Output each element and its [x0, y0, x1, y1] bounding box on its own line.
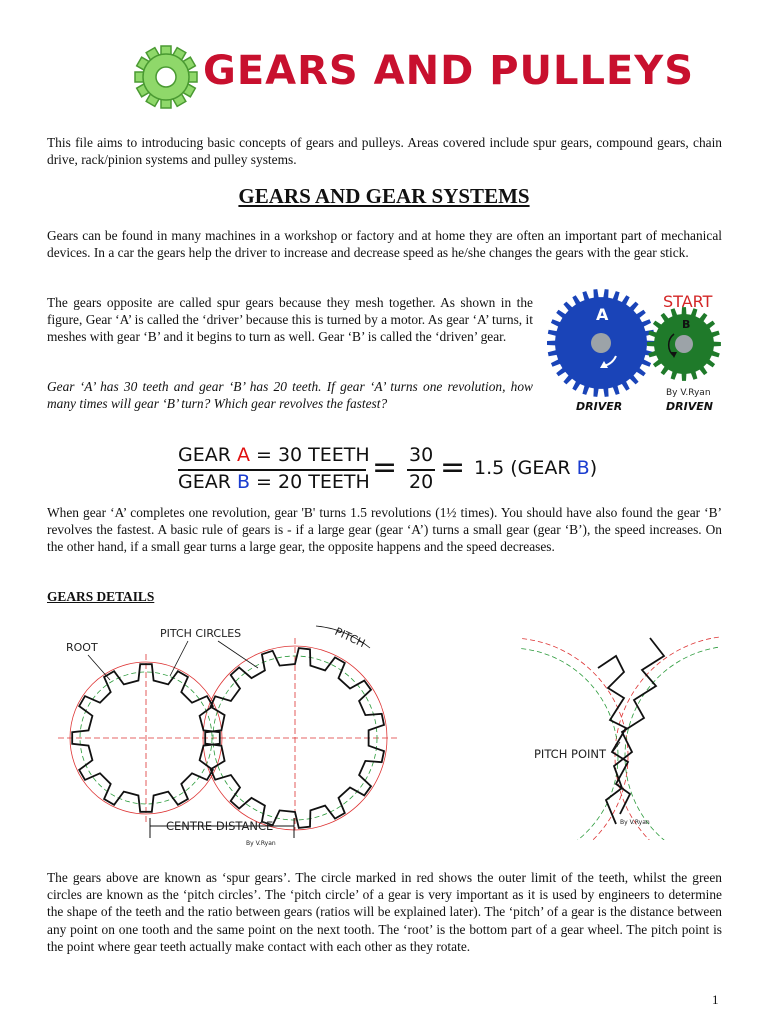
pitch-label: PITCH [332, 624, 368, 651]
equals-sign-1: = [372, 450, 398, 485]
driven-label: DRIVEN [666, 400, 713, 413]
pitch-point-label: PITCH POINT [534, 747, 607, 761]
pitch-point-pitch-left [520, 648, 618, 840]
denominator-prefix: GEAR [178, 471, 237, 493]
page-number: 1 [712, 992, 719, 1007]
intro-paragraph: This file aims to introducing basic concepts of gears and pulleys. Areas covered include spur gears, compound gears, chain drive, rack/pinion systems and pulley systems. [47, 135, 722, 168]
equation-result [474, 457, 597, 479]
numerator-letter: A [236, 444, 250, 466]
driver-driven-gears-figure [546, 288, 726, 416]
pitch-point-outer-left [520, 638, 628, 840]
pitch-circles-pointer-2 [218, 641, 258, 668]
centre-distance-label: CENTRE DISTANCE [166, 819, 274, 833]
denominator-suffix: = 20 TEETH [250, 471, 370, 493]
author-credit: By V.Ryan [666, 388, 711, 398]
gears-details-heading: GEARS DETAILS [47, 589, 155, 604]
gear-a-label: A [596, 305, 609, 324]
root-pointer [88, 655, 110, 680]
result-suffix: ) [589, 457, 598, 479]
banner-title: GEARS AND PULLEYS [203, 48, 695, 94]
title-banner [125, 42, 695, 118]
paragraph-spur-gears: The gears opposite are called spur gears because they mesh together. As shown in the figure, Gear ‘A’ is called the ‘driver’ because this is turned by a motor. As gear ‘A’ turns, it meshes with gear ‘B’ and it begins to turn as well. Gear ‘B’ is called the ‘driven’ gear. [47, 295, 533, 345]
question-paragraph: Gear ‘A’ has 30 teeth and gear ‘B’ has 20 teeth. If gear ‘A’ turns one revolution, how many times will gear ‘B’ turn? Which gear revolves the fastest? [47, 379, 533, 412]
fraction-denominator: 20 [409, 471, 434, 493]
meshing-teeth-left [598, 656, 630, 814]
denominator-letter: B [236, 471, 251, 493]
paragraph-spur-gears-explained: The gears above are known as ‘spur gears’. The circle marked in red shows the outer limit of the teeth, whilst the green circles are known as the ‘pitch circles’. The ‘pitch circle’ of a gear is very important as it is used by engineers to determine the shape of the teeth and the ratio between gears (ratios will be explained later). The ‘pitch’ of a gear is the distance between any point on one tooth and the same point on the next tooth. The ‘root’ is the bottom part of a gear wheel. The pitch point is the point where gear teeth actually make contact with each other as they rotate. [47, 870, 722, 954]
start-label: START [663, 292, 713, 311]
pitch-point-pitch-right [625, 646, 720, 840]
root-label: ROOT [66, 641, 98, 654]
gear-b-label: B [682, 318, 691, 331]
pitch-point-outer-right [615, 636, 720, 840]
equation-numerator [178, 444, 370, 466]
pitch-circles-pointer-1 [170, 641, 188, 676]
driver-label: DRIVER [576, 400, 623, 413]
pitch-point-diagram [520, 628, 720, 840]
result-letter: B [576, 457, 590, 479]
equation-denominator [178, 471, 370, 493]
numerator-prefix: GEAR [178, 444, 237, 466]
paragraph-revolutions: When gear ‘A’ completes one revolution, gear 'B' turns 1.5 revolutions (1½ times). You should have also found the gear ‘B’ revolves the fastest. A basic rule of gears is - if a large gear (gear ‘A’) turns a small gear (gear ‘B’), the speed increases. On the other hand, if a small gear turns a large gear, the opposite happens and the speed decreases. [47, 505, 722, 555]
pitch-circles-label: PITCH CIRCLES [160, 627, 242, 640]
fraction-numerator: 30 [409, 444, 434, 466]
author-credit-1: By V.Ryan [246, 840, 276, 847]
equals-sign-2: = [440, 450, 466, 485]
gear-logo-icon [133, 44, 199, 110]
author-credit-2: By V.Ryan [620, 819, 650, 826]
driver-gear [547, 289, 655, 397]
section-title: GEARS AND GEAR SYSTEMS [238, 184, 530, 208]
result-prefix: 1.5 (GEAR [474, 457, 577, 479]
gear-details-diagram [58, 618, 398, 850]
driven-gear [647, 307, 721, 381]
numerator-suffix: = 30 TEETH [249, 444, 370, 466]
paragraph-gears-found: Gears can be found in many machines in a workshop or factory and at home they are often an important part of mechanical devices. In a car the gears help the driver to increase and decrease speed as he/she changes the gears with the gear stick. [47, 228, 722, 261]
